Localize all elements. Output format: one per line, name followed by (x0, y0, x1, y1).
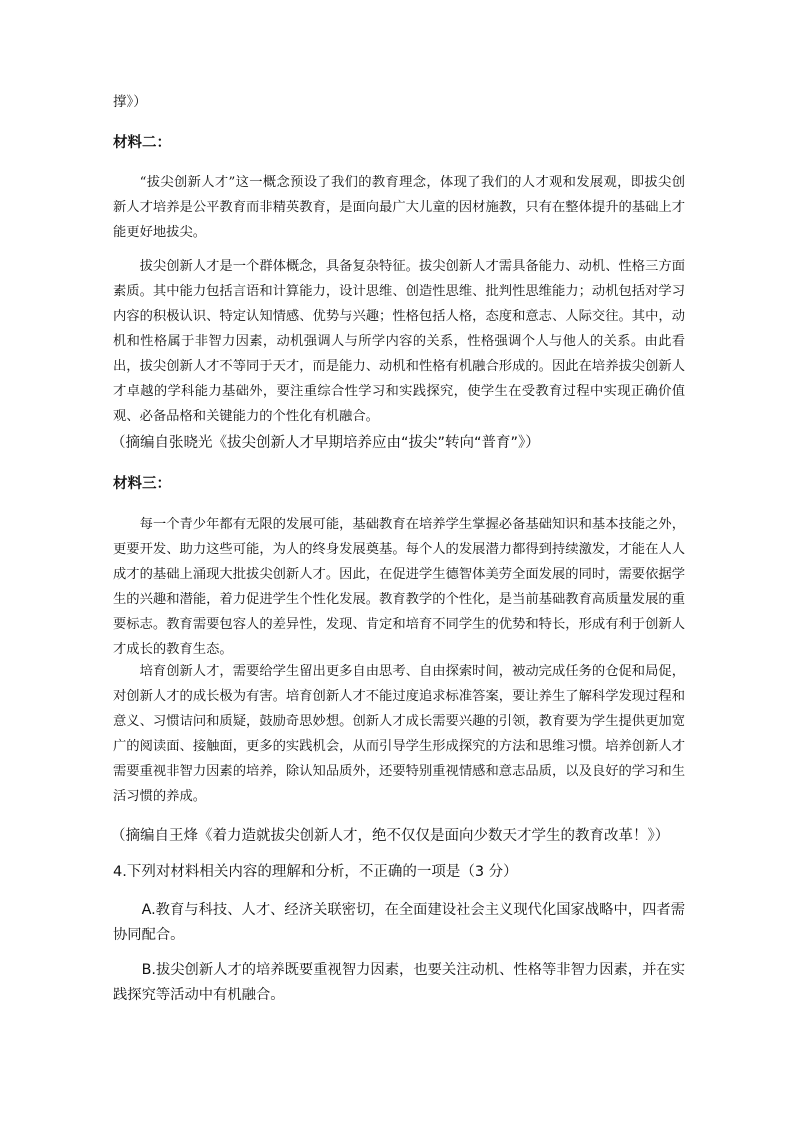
top-fragment: 撑》） (113, 94, 147, 110)
question-4-stem: 4.下列对材料相关内容的理解和分析，不正确的一项是（3 分） (113, 864, 518, 880)
material2-source: （摘编自张晓光《拔尖创新人才早期培养应由“拔尖”转向“普育”》） (111, 435, 540, 451)
question-4-option-a: A.教育与科技、人才、经济关联密切，在全面建设社会主义现代化国家战略中，四者需协同配合。 (113, 902, 685, 943)
material2-paragraph-2: 拔尖创新人才是一个群体概念，具备复杂特征。拔尖创新人才需具备能力、动机、性格三方面素质。其中能力包括言语和计算能力，设计思维、创造性思维、批判性思维能力；动机包括对学习内容的积极认识、特定认知情感、优势与兴趣；性格包括人格，态度和意志、人际交往。其中，动机和性格属于非智力因素，动机强调人与所学内容的关系，性格强调个人与他人的关系。由此看出，拔尖创新人才不等同于天才，而是能力、动机和性格有机融合形成的。因此在培养拔尖创新人才卓越的学科能力基础外，要注重综合性学习和实践探究，使学生在受教育过程中实现正确价值观、必备品格和关键能力的个性化有机融合。 (113, 259, 685, 424)
material2-heading: 材料二： (113, 135, 171, 151)
question-4-option-b: B.拔尖创新人才的培养既要重视智力因素，也要关注动机、性格等非智力因素，并在实践探究等活动中有机融合。 (113, 962, 685, 1003)
material3-paragraph-2: 培育创新人才，需要给学生留出更多自由思考、自由探索时间，被动完成任务的仓促和局促，对创新人才的成长极为有害。培育创新人才不能过度追求标准答案，要让养生了解科学发现过程和意义、习惯诘问和质疑，鼓励奇思妙想。创新人才成长需要兴趣的引领，教育要为学生提供更加宽广的阅读面、接触面，更多的实践机会，从而引导学生形成探究的方法和思维习惯。培养创新人才需要重视非智力因素的培养，除认知品质外，还要特别重视情感和意志品质，以及良好的学习和生活习惯的养成。 (113, 664, 685, 804)
material3-source: （摘编自王烽《着力造就拔尖创新人才，绝不仅仅是面向少数天才学生的教育改革！》） (111, 828, 670, 844)
material3-paragraph-1: 每一个青少年都有无限的发展可能，基础教育在培养学生掌握必备基础知识和基本技能之外，更要开发、助力这些可能，为人的终身发展奠基。每个人的发展潜力都得到持续激发，才能在人人成才的基础上涌现大批拔尖创新人才。因此，在促进学生德智体美劳全面发展的同时，需要依据学生的兴趣和潜能，着力促进学生个性化发展。教育教学的个性化，是当前基础教育高质量发展的重要标志。教育需要包容人的差异性，发现、肯定和培育不同学生的优势和特长，形成有利于创新人才成长的教育生态。 (113, 517, 685, 657)
material3-heading: 材料三： (113, 476, 171, 492)
material2-paragraph-1: “拔尖创新人才”这一概念预设了我们的教育理念，体现了我们的人才观和发展观，即拔尖创新人才培养是公平教育而非精英教育，是面向最广大儿童的因材施教，只有在整体提升的基础上才能更好地拔尖。 (113, 175, 685, 240)
